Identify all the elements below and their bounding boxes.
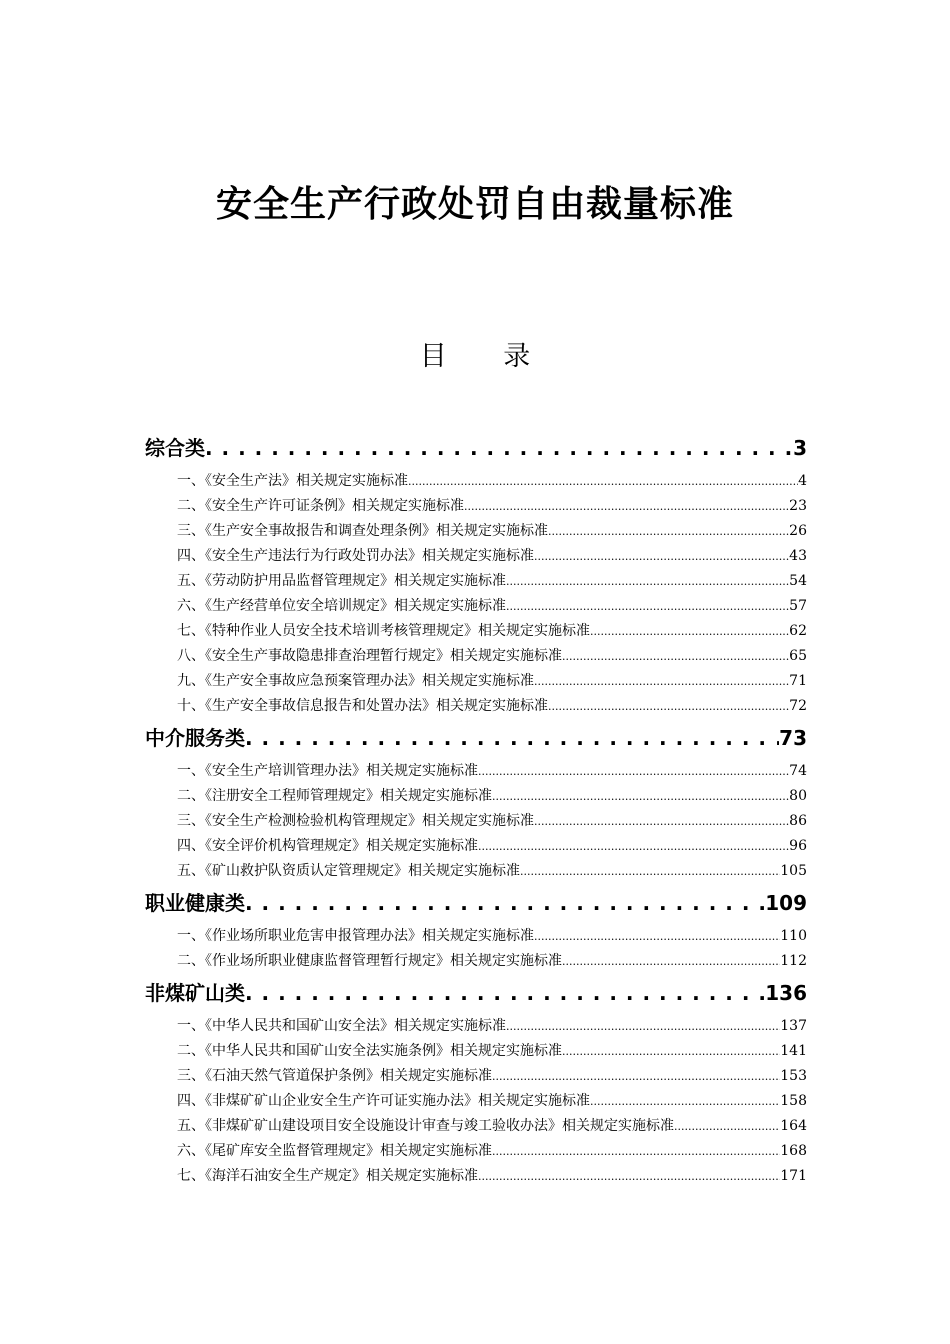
toc-entry[interactable]: [145, 670, 807, 695]
dot-leader: [478, 765, 789, 778]
toc-entry[interactable]: [145, 1165, 807, 1190]
toc-entry-page: 164: [780, 1118, 807, 1134]
toc-section-title: 非煤矿山类: [145, 981, 245, 1005]
toc-entry-title: 二、《中华人民共和国矿山安全法实施条例》相关规定实施标准: [177, 1043, 562, 1059]
toc-entry-page: 23: [789, 498, 807, 514]
toc-entry-page: 26: [789, 523, 807, 539]
dot-leader: [245, 726, 779, 750]
toc-entry-page: 153: [780, 1068, 807, 1084]
toc-section-title: 中介服务类: [145, 726, 245, 750]
toc-entry-page: 4: [798, 473, 807, 489]
toc-entry-page: 71: [789, 673, 807, 689]
toc-heading: 目 录: [419, 341, 555, 372]
toc-entry[interactable]: [145, 545, 807, 570]
toc-entry[interactable]: [145, 1040, 807, 1065]
toc-entry-page: 72: [789, 698, 807, 714]
toc-section-page: 73: [779, 726, 807, 750]
toc-entry[interactable]: [145, 495, 807, 520]
toc-entry-page: 54: [789, 573, 807, 589]
toc-section-page: 3: [793, 436, 807, 460]
dot-leader: [506, 1020, 780, 1033]
toc-entry[interactable]: [145, 470, 807, 495]
toc-entry-title: 四、《非煤矿矿山企业安全生产许可证实施办法》相关规定实施标准: [177, 1093, 590, 1109]
toc-entry-title: 六、《尾矿库安全监督管理规定》相关规定实施标准: [177, 1143, 492, 1159]
document-title: 安全生产行政处罚自由裁量标准: [215, 184, 734, 225]
toc-entry-page: 110: [780, 928, 807, 944]
toc-entry-page: 141: [780, 1043, 807, 1059]
dot-leader: [492, 790, 789, 803]
toc-entry[interactable]: [145, 695, 807, 720]
toc-entry-title: 四、《安全生产违法行为行政处罚办法》相关规定实施标准: [177, 548, 534, 564]
toc-entry[interactable]: [145, 860, 807, 885]
dot-leader: [534, 675, 789, 688]
toc-entry[interactable]: [145, 620, 807, 645]
toc-entry-title: 八、《安全生产事故隐患排查治理暂行规定》相关规定实施标准: [177, 648, 562, 664]
toc-entry-title: 三、《安全生产检测检验机构管理规定》相关规定实施标准: [177, 813, 534, 829]
dot-leader: [245, 891, 765, 915]
toc-entry[interactable]: [145, 570, 807, 595]
dot-leader: [674, 1120, 780, 1133]
dot-leader: [562, 1045, 780, 1058]
toc-entry[interactable]: [145, 520, 807, 545]
dot-leader: [562, 955, 780, 968]
toc-entry-title: 五、《非煤矿矿山建设项目安全设施设计审查与竣工验收办法》相关规定实施标准: [177, 1118, 674, 1134]
toc-entry[interactable]: [145, 1015, 807, 1040]
dot-leader: [548, 525, 789, 538]
toc-entry[interactable]: [145, 1115, 807, 1140]
toc-entry-title: 十、《生产安全事故信息报告和处置办法》相关规定实施标准: [177, 698, 548, 714]
toc-entry-title: 一、《安全生产培训管理办法》相关规定实施标准: [177, 763, 478, 779]
toc-entry-title: 一、《安全生产法》相关规定实施标准: [177, 473, 408, 489]
dot-leader: [590, 625, 789, 638]
toc-entry[interactable]: [145, 1140, 807, 1165]
toc-entry-title: 九、《生产安全事故应急预案管理办法》相关规定实施标准: [177, 673, 534, 689]
toc-entry[interactable]: [145, 950, 807, 975]
toc-entry-page: 168: [780, 1143, 807, 1159]
toc-entry-page: 74: [789, 763, 807, 779]
toc-entry-title: 一、《作业场所职业危害申报管理办法》相关规定实施标准: [177, 928, 534, 944]
table-of-contents: [145, 430, 807, 1190]
toc-entry-page: 80: [789, 788, 807, 804]
toc-section-title: 职业健康类: [145, 891, 245, 915]
toc-entry-title: 七、《特种作业人员安全技术培训考核管理规定》相关规定实施标准: [177, 623, 590, 639]
toc-entry-page: 158: [780, 1093, 807, 1109]
toc-entry-page: 137: [780, 1018, 807, 1034]
toc-entry-title: 四、《安全评价机构管理规定》相关规定实施标准: [177, 838, 478, 854]
toc-entry-title: 七、《海洋石油安全生产规定》相关规定实施标准: [177, 1168, 478, 1184]
dot-leader: [590, 1095, 780, 1108]
toc-entry-page: 43: [789, 548, 807, 564]
toc-section-entry[interactable]: [145, 887, 807, 919]
toc-entry[interactable]: [145, 595, 807, 620]
toc-entry-page: 105: [780, 863, 807, 879]
toc-entry-title: 三、《石油天然气管道保护条例》相关规定实施标准: [177, 1068, 492, 1084]
toc-entry-page: 112: [780, 953, 807, 969]
dot-leader: [492, 1070, 780, 1083]
dot-leader: [408, 475, 798, 488]
dot-leader: [548, 700, 789, 713]
dot-leader: [562, 650, 789, 663]
toc-entry[interactable]: [145, 760, 807, 785]
toc-entry[interactable]: [145, 835, 807, 860]
toc-entry-page: 96: [789, 838, 807, 854]
toc-entry-page: 86: [789, 813, 807, 829]
toc-entry[interactable]: [145, 1090, 807, 1115]
toc-entry-page: 62: [789, 623, 807, 639]
dot-leader: [245, 981, 765, 1005]
dot-leader: [534, 930, 780, 943]
toc-entry[interactable]: [145, 925, 807, 950]
toc-entry-title: 五、《劳动防护用品监督管理规定》相关规定实施标准: [177, 573, 506, 589]
toc-entry[interactable]: [145, 810, 807, 835]
toc-entry-title: 二、《安全生产许可证条例》相关规定实施标准: [177, 498, 464, 514]
dot-leader: [492, 1145, 780, 1158]
toc-entry-title: 二、《注册安全工程师管理规定》相关规定实施标准: [177, 788, 492, 804]
dot-leader: [534, 815, 789, 828]
dot-leader: [205, 436, 793, 460]
toc-section-entry[interactable]: [145, 722, 807, 754]
dot-leader: [506, 600, 789, 613]
toc-section-entry[interactable]: [145, 977, 807, 1009]
dot-leader: [478, 840, 789, 853]
toc-entry[interactable]: [145, 645, 807, 670]
toc-entry[interactable]: [145, 1065, 807, 1090]
toc-entry-title: 三、《生产安全事故报告和调查处理条例》相关规定实施标准: [177, 523, 548, 539]
dot-leader: [478, 1170, 780, 1183]
toc-entry-title: 五、《矿山救护队资质认定管理规定》相关规定实施标准: [177, 863, 520, 879]
dot-leader: [534, 550, 789, 563]
toc-entry-page: 65: [789, 648, 807, 664]
toc-section-title: 综合类: [145, 436, 205, 460]
toc-entry-title: 六、《生产经营单位安全培训规定》相关规定实施标准: [177, 598, 506, 614]
toc-entry-page: 171: [780, 1168, 807, 1184]
toc-section-page: 109: [765, 891, 807, 915]
toc-entry-page: 57: [789, 598, 807, 614]
dot-leader: [520, 865, 780, 878]
dot-leader: [464, 500, 789, 513]
toc-section-page: 136: [765, 981, 807, 1005]
toc-entry-title: 一、《中华人民共和国矿山安全法》相关规定实施标准: [177, 1018, 506, 1034]
toc-entry-title: 二、《作业场所职业健康监督管理暂行规定》相关规定实施标准: [177, 953, 562, 969]
toc-entry[interactable]: [145, 785, 807, 810]
toc-section-entry[interactable]: [145, 432, 807, 464]
dot-leader: [506, 575, 789, 588]
